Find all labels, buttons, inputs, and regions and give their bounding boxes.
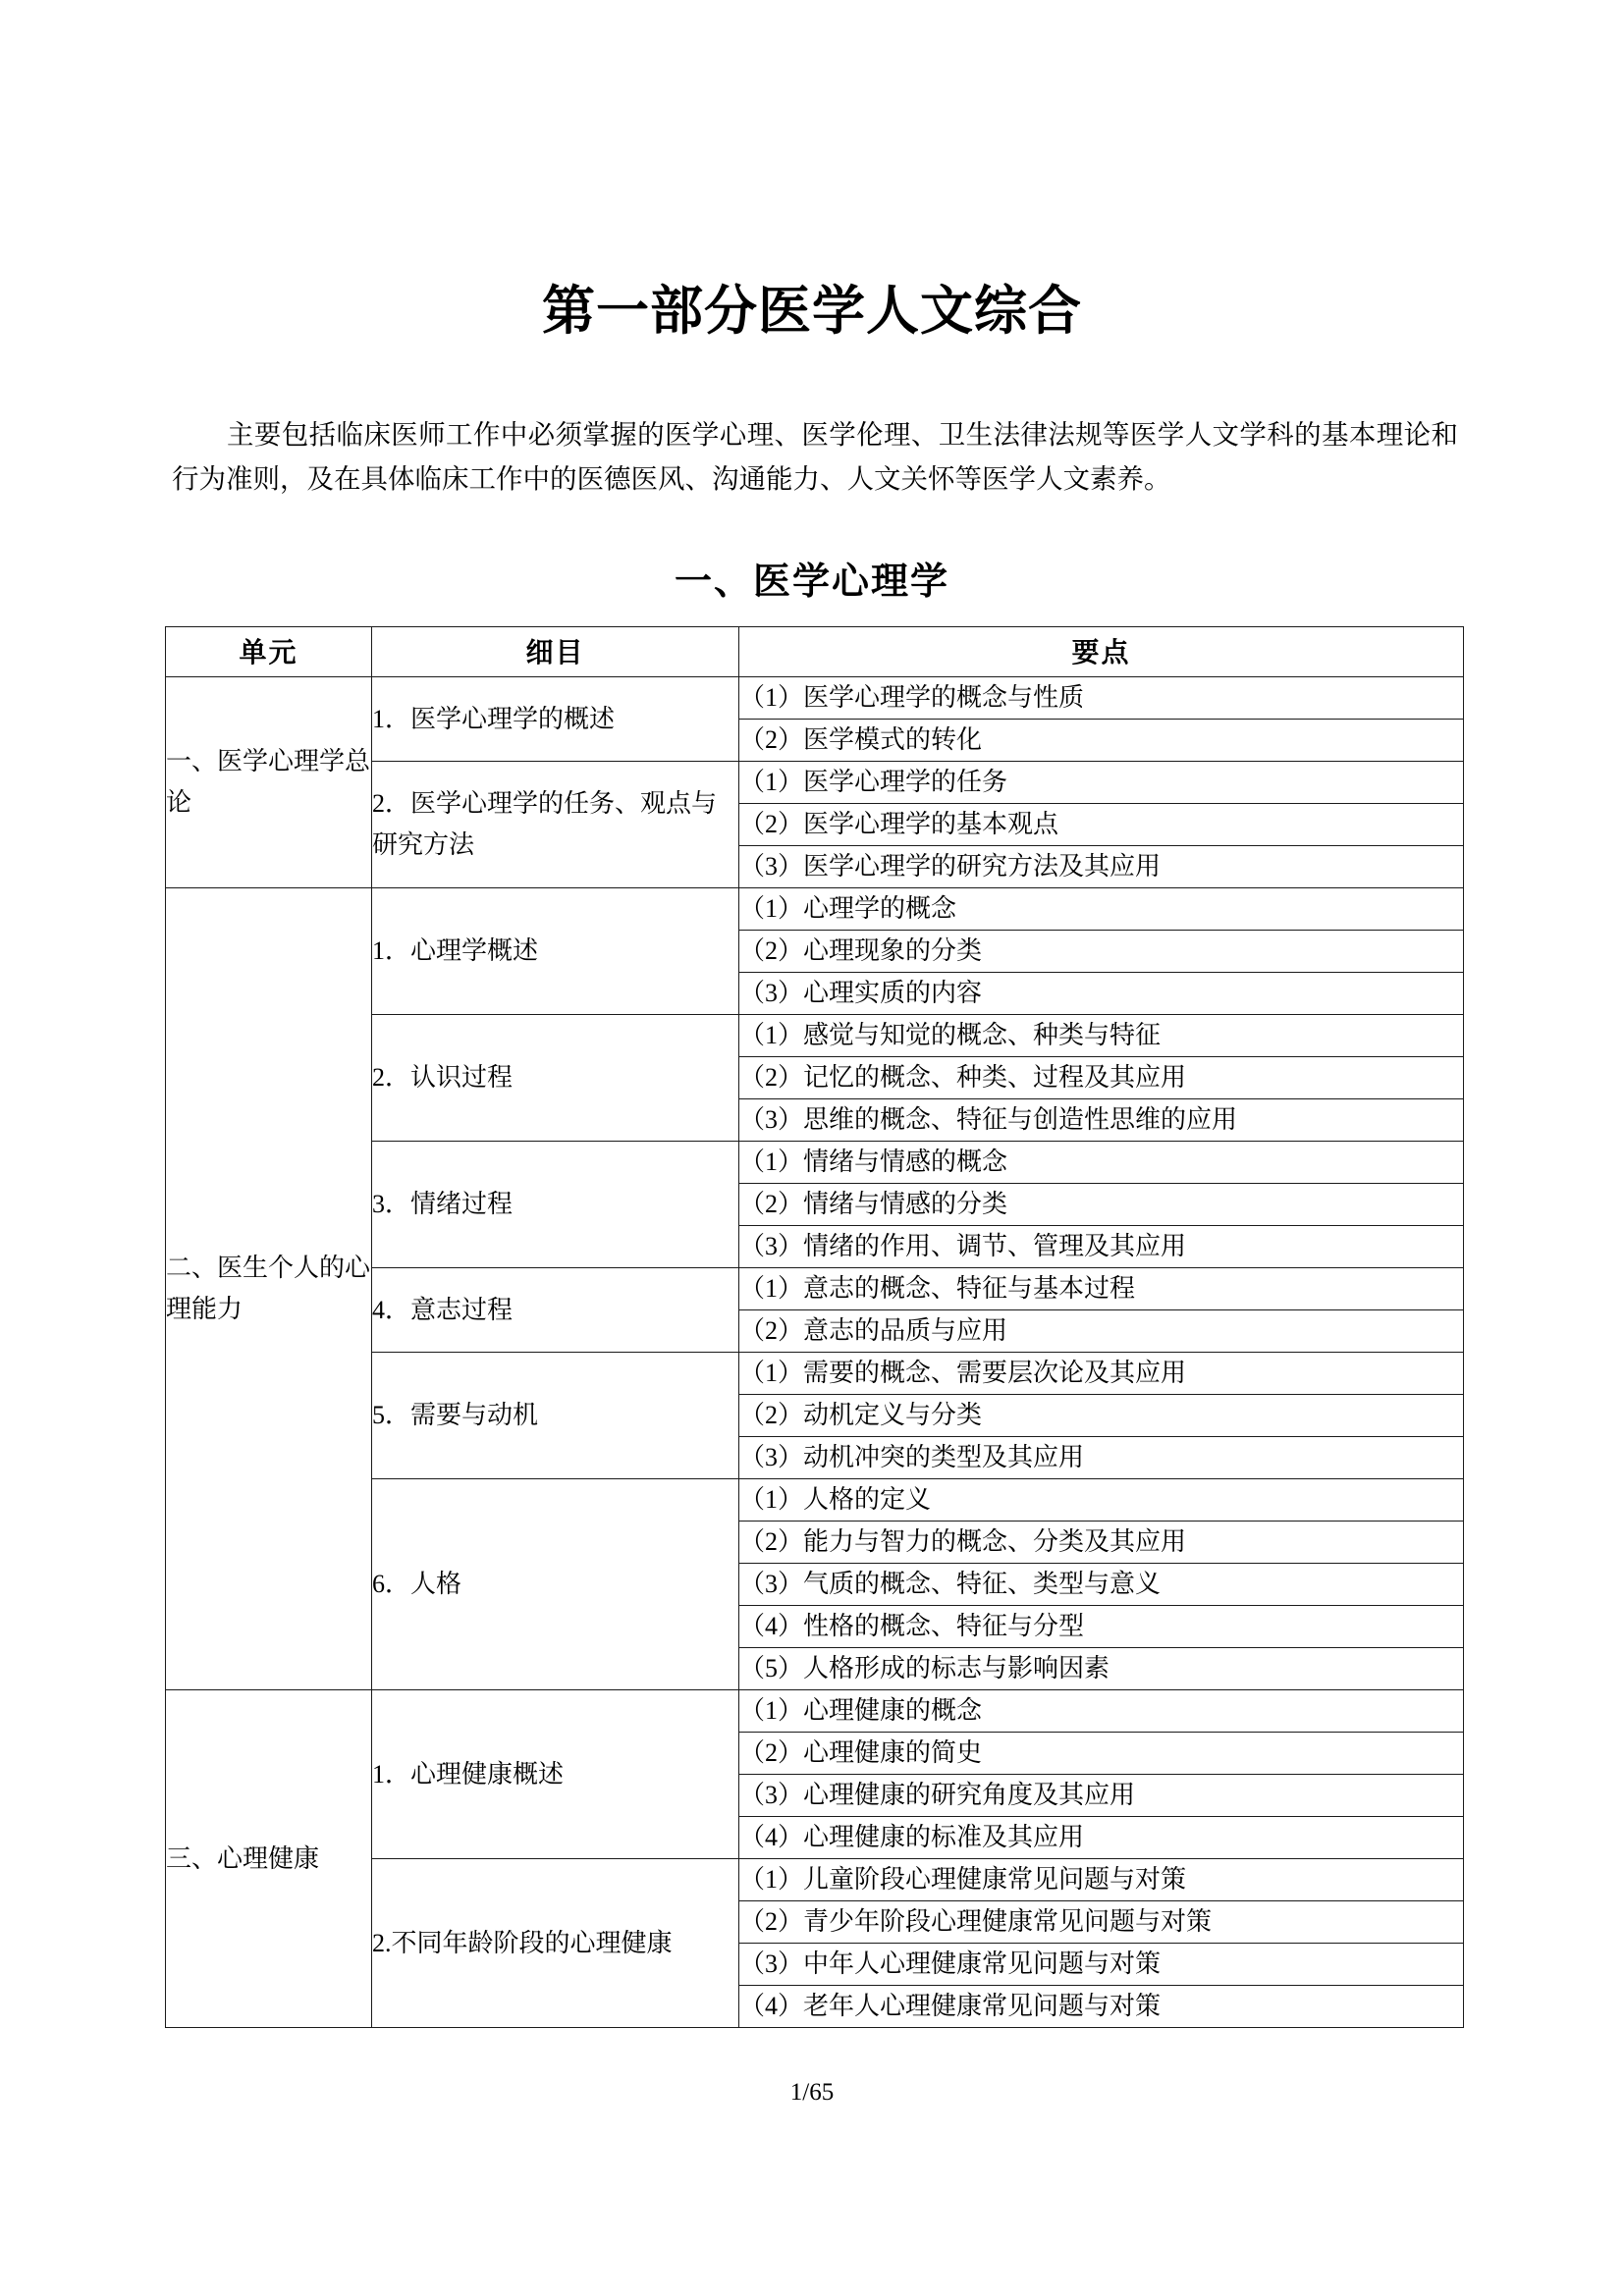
point-cell: （2）能力与智力的概念、分类及其应用 <box>739 1522 1464 1564</box>
intro-paragraph: 主要包括临床医师工作中必须掌握的医学心理、医学伦理、卫生法律法规等医学人文学科的基本理论和行为准则，及在具体临床工作中的医德医风、沟通能力、人文关怀等医学人文素养。 <box>172 418 1458 494</box>
syllabus-table <box>165 626 1464 2028</box>
table-row <box>166 677 1464 720</box>
point-cell: （2）记忆的概念、种类、过程及其应用 <box>739 1057 1464 1099</box>
unit-cell: 一、医学心理学总论 <box>166 677 372 888</box>
point-cell: （1）医学心理学的概念与性质 <box>739 677 1464 720</box>
point-cell: （1）感觉与知觉的概念、种类与特征 <box>739 1015 1464 1057</box>
detail-cell: 1．医学心理学的概述 <box>372 677 739 762</box>
point-cell: （2）动机定义与分类 <box>739 1395 1464 1437</box>
point-cell: （1）意志的概念、特征与基本过程 <box>739 1268 1464 1310</box>
point-cell: （3）思维的概念、特征与创造性思维的应用 <box>739 1099 1464 1142</box>
point-cell: （3）情绪的作用、调节、管理及其应用 <box>739 1226 1464 1268</box>
detail-cell: 1．心理健康概述 <box>372 1690 739 1859</box>
point-cell: （3）心理健康的研究角度及其应用 <box>739 1775 1464 1817</box>
point-cell: （2）医学模式的转化 <box>739 720 1464 762</box>
point-cell: （1）心理学的概念 <box>739 888 1464 931</box>
point-cell: （2）意志的品质与应用 <box>739 1310 1464 1353</box>
point-cell: （2）心理健康的简史 <box>739 1733 1464 1775</box>
table-row <box>166 888 1464 931</box>
point-cell: （3）心理实质的内容 <box>739 973 1464 1015</box>
point-cell: （1）医学心理学的任务 <box>739 762 1464 804</box>
unit-cell: 三、心理健康 <box>166 1690 372 2028</box>
page-title: 第一部分医学人文综合 <box>542 282 1082 342</box>
point-cell: （2）情绪与情感的分类 <box>739 1184 1464 1226</box>
point-cell: （4）老年人心理健康常见问题与对策 <box>739 1986 1464 2028</box>
point-cell: （2）心理现象的分类 <box>739 931 1464 973</box>
syllabus-table-container <box>165 626 1463 2028</box>
detail-cell: 1．心理学概述 <box>372 888 739 1015</box>
point-cell: （1）心理健康的概念 <box>739 1690 1464 1733</box>
section-heading: 一、医学心理学 <box>674 561 949 603</box>
table-body <box>166 677 1464 2028</box>
table-row <box>166 1690 1464 1733</box>
point-cell: （3）气质的概念、特征、类型与意义 <box>739 1564 1464 1606</box>
detail-cell: 2．认识过程 <box>372 1015 739 1142</box>
point-cell: （1）儿童阶段心理健康常见问题与对策 <box>739 1859 1464 1901</box>
point-cell: （2）医学心理学的基本观点 <box>739 804 1464 846</box>
point-cell: （2）青少年阶段心理健康常见问题与对策 <box>739 1901 1464 1944</box>
detail-cell: 3．情绪过程 <box>372 1142 739 1268</box>
point-cell: （4）性格的概念、特征与分型 <box>739 1606 1464 1648</box>
column-header-unit: 单元 <box>166 627 372 677</box>
point-cell: （3）动机冲突的类型及其应用 <box>739 1437 1464 1479</box>
point-cell: （3）中年人心理健康常见问题与对策 <box>739 1944 1464 1986</box>
detail-cell: 6．人格 <box>372 1479 739 1690</box>
table-header-row <box>166 627 1464 677</box>
point-cell: （4）心理健康的标准及其应用 <box>739 1817 1464 1859</box>
unit-cell: 二、医生个人的心理能力 <box>166 888 372 1690</box>
column-header-detail: 细目 <box>372 627 739 677</box>
detail-cell: 2．医学心理学的任务、观点与研究方法 <box>372 762 739 888</box>
point-cell: （1）需要的概念、需要层次论及其应用 <box>739 1353 1464 1395</box>
detail-cell: 2.不同年龄阶段的心理健康 <box>372 1859 739 2028</box>
point-cell: （1）情绪与情感的概念 <box>739 1142 1464 1184</box>
point-cell: （5）人格形成的标志与影响因素 <box>739 1648 1464 1690</box>
point-cell: （3）医学心理学的研究方法及其应用 <box>739 846 1464 888</box>
detail-cell: 4．意志过程 <box>372 1268 739 1353</box>
page-number-footer: 1/65 <box>789 2079 835 2106</box>
point-cell: （1）人格的定义 <box>739 1479 1464 1522</box>
column-header-point: 要点 <box>739 627 1464 677</box>
detail-cell: 5．需要与动机 <box>372 1353 739 1479</box>
